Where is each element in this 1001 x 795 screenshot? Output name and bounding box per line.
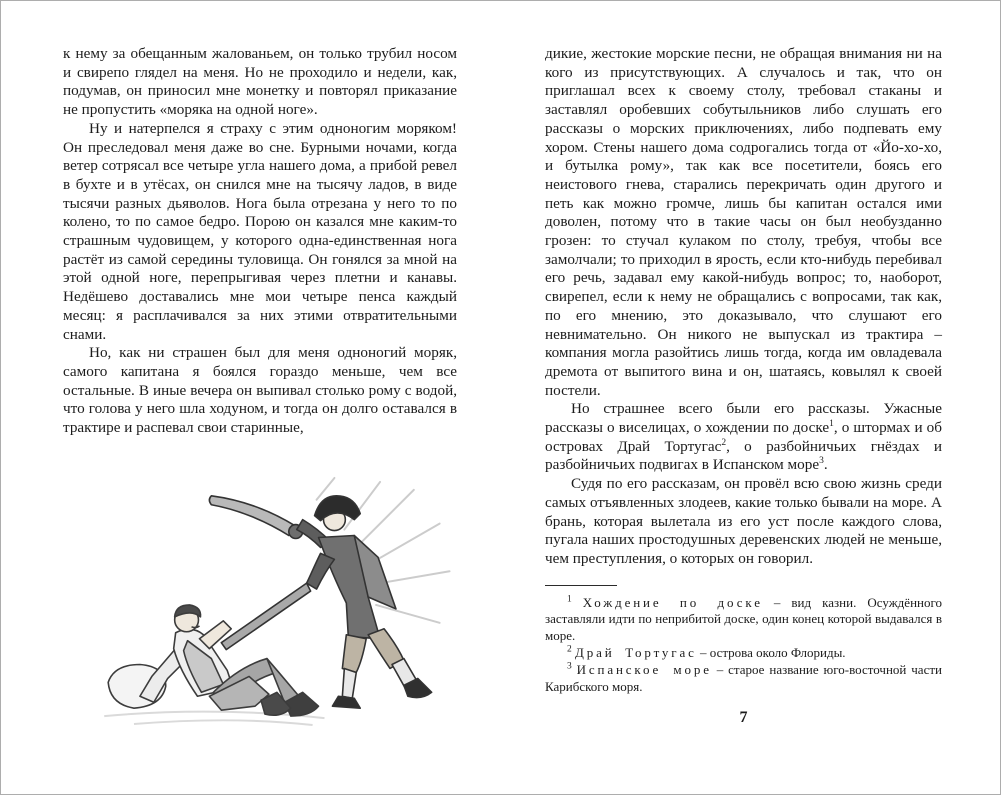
- footnote-rule: [545, 585, 617, 586]
- page-left: [63, 45, 457, 794]
- cutlass-blade: [209, 496, 294, 536]
- pirate-forward-arm: [307, 553, 335, 589]
- pirate-illustration-svg: [63, 472, 457, 730]
- spaced-term: Драй Тортугас: [575, 645, 697, 661]
- footnotes-list: [545, 595, 942, 696]
- fallen-man-figure: [108, 605, 318, 716]
- pirate-stocking-left: [342, 668, 356, 698]
- footnote-marker: 1: [567, 594, 572, 605]
- page-number: 7: [739, 709, 748, 727]
- page-right: [545, 45, 942, 794]
- spaced-term: Хождение по доске: [582, 594, 763, 610]
- right-text-column: [545, 45, 942, 569]
- footnote-ref: 2: [721, 437, 727, 448]
- paragraph: Судя по его рассказам, он провёл всю свою жизнь среди самых отъявленных злодеев, какие только бывали на море. А брань, которая вылетала из его уст после каждого слова, пугала наших простодушных деревенских людей не меньше, чем преступления, о которых он говорил.: [545, 475, 942, 567]
- footnote-ref: 3: [819, 456, 824, 467]
- pirate-breeches-left: [342, 635, 366, 673]
- illustration: [63, 472, 457, 730]
- paragraph: дикие, жестокие морские песни, не обращая внимания ни на кого из присутствующих. А случалось и так, что он приглашал всех к своему столу, требовал стаканы и заставлял оробевших собутыльников либо слушать его рассказы о морских приключениях, либо подпевать ему хором. Стены нашего дома содрогались тогда от «Йо-хо-хо, и бутылка рому», так как все посетители, боясь его неистового гнева, старались перекричать один другого и петь как можно громче, лишь бы капитан остался ими доволен, потому что в такие часы он был необузданно грозен: то стучал кулаком по столу, требуя, чтобы все замолчали; то приходил в ярость, если кто-нибудь перебивал его речь, задавал ему какой-нибудь вопрос; то, наоборот, свирепел, если к нему не обращались с вопросами, так как, по его мнению, это доказывало, что слушают его невнимательно. Он никого не выпускал из трактира – компания могла разойтись лишь тогда, когда им овладевала дремота от выпитого вина и он, шатаясь, ковылял к своей постели.: [545, 45, 942, 399]
- long-sword: [221, 583, 310, 649]
- left-text-column: [63, 45, 457, 438]
- footnote-marker: 2: [567, 644, 572, 655]
- footnote: $^3$ Испанское море – старое название юго-восточной части Карибского моря.: [545, 661, 942, 694]
- pirate-shoe-left: [332, 696, 360, 708]
- footnote: $^2$ Драй Тортугас – острова около Флориды.: [567, 644, 846, 661]
- footnote: $^1$ Хождение по доске – вид казни. Осуждённого заставляли идти по неприбитой доске, один конец которой выдавался в море.: [545, 594, 942, 644]
- paragraph: Но страшнее всего были его рассказы. Ужасные рассказы о виселицах, о хождении по доске$^1$, о штормах и об островах Драй Тортугас$^2$, о разбойничьих гнёздах и разбойничьих подвигах в Испанском море$^3$.: [545, 400, 943, 474]
- paragraph: к нему за обещанным жалованьем, он только трубил носом и свирепо глядел на меня. Но не проходило и недели, как, подумав, он приносил мне монетку и повторял приказание не пропустить «моряка на одной ноге».: [63, 45, 457, 119]
- paragraph: Ну и натерпелся я страху с этим одноногим моряком! Он преследовал меня даже во сне. Бурными ночами, когда ветер сотрясал все четыре угла нашего дома, а прибой ревел в бухте и в утёсах, он снился мне на тысячу ладов, в виде тысячи разных дьяволов. Нога была отрезана у него то по колено, то по самое бедро. Порою он казался мне каким-то страшным чудовищем, у которого одна-единственная нога растёт из самой середины туловища. Он гонялся за мной на этой одной ноге, перепрыгивая через плетни и канавы. Недёшево доставались мне мои четыре пенса каждый месяц: я расплачивался за них этими отвратительными снами.: [63, 119, 457, 343]
- paragraph: Но, как ни страшен был для меня одноногий моряк, самого капитана я боялся гораздо меньше, чем все остальные. В иные вечера он выпивал столько рому с водой, что голова у него шла ходуном, и тогда он долго оставался в трактире и распевал свои старинные,: [63, 344, 457, 437]
- spaced-term: Испанское море: [576, 661, 712, 677]
- footnote-ref: 1: [829, 419, 834, 429]
- footnote-marker: 3: [567, 661, 572, 672]
